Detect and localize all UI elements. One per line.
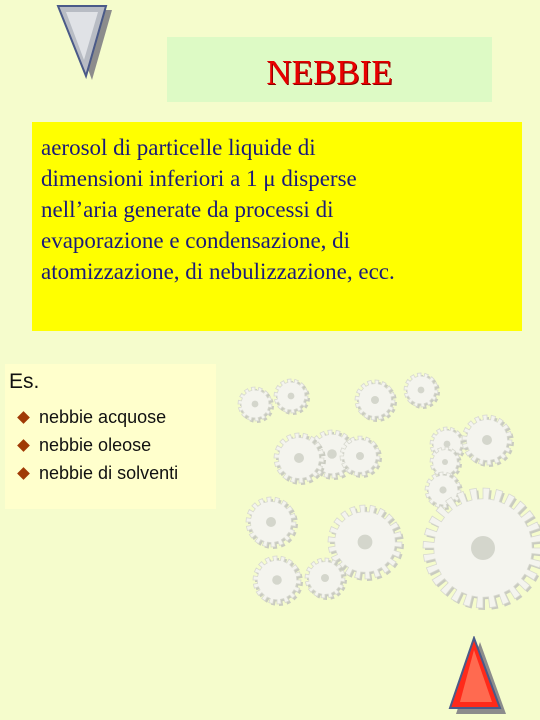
- examples-box: [5, 364, 216, 509]
- examples-list: [19, 403, 178, 487]
- gear-icon: [355, 380, 397, 422]
- list-item: [19, 403, 178, 431]
- page-title: NEBBIE: [266, 53, 393, 92]
- title-box: [167, 37, 492, 102]
- gear-icon: [246, 497, 298, 549]
- list-item: [19, 431, 178, 459]
- definition-text: aerosol di particelle liquide di dimensioni inferiori a 1 μ disperse nell’aria generate da processi di evaporazione e condensazione, di atomizzazione, di nebulizzazione, ecc.: [41, 135, 395, 284]
- list-item: [19, 459, 178, 487]
- list-item-label: nebbie oleose: [39, 434, 152, 455]
- gear-icon: [423, 488, 540, 610]
- gear-icon: [404, 373, 440, 409]
- gear-icon: [274, 379, 310, 415]
- examples-label: Es.: [9, 370, 40, 393]
- diamond-bullet-icon: [17, 411, 30, 424]
- gear-icon: [425, 472, 463, 510]
- gears-illustration: [215, 366, 540, 626]
- list-item-label: nebbie acquose: [39, 406, 167, 427]
- gear-icon: [253, 556, 303, 606]
- list-item-label: nebbie di solventi: [39, 462, 179, 483]
- decorative-triangle-bottom-icon: [448, 636, 508, 716]
- diamond-bullet-icon: [17, 467, 30, 480]
- gear-icon: [462, 415, 514, 467]
- diamond-bullet-icon: [17, 439, 30, 452]
- decorative-triangle-top-icon: [56, 4, 114, 82]
- gear-icon: [238, 387, 274, 423]
- definition-box: [32, 122, 522, 331]
